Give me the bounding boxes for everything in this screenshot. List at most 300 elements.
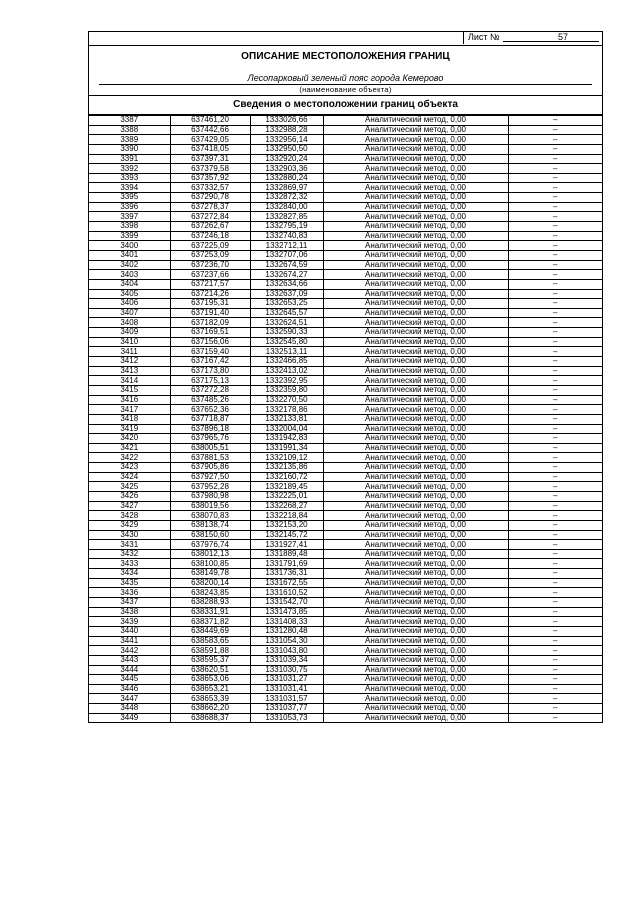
method-cell: Аналитический метод, 0,00 <box>323 279 508 289</box>
point-number-cell: 3423 <box>89 463 170 473</box>
x-coordinate-cell: 637927,50 <box>170 472 250 482</box>
y-coordinate-cell: 1332359,80 <box>250 385 323 395</box>
y-coordinate-cell: 1332135,86 <box>250 463 323 473</box>
table-row <box>89 202 602 212</box>
description-cell: – <box>508 308 602 318</box>
description-cell: – <box>508 241 602 251</box>
x-coordinate-cell: 637278,37 <box>170 202 250 212</box>
table-row <box>89 222 602 232</box>
description-cell: – <box>508 511 602 521</box>
table-row <box>89 337 602 347</box>
x-coordinate-cell: 638653,21 <box>170 684 250 694</box>
point-number-cell: 3446 <box>89 684 170 694</box>
y-coordinate-cell: 1332218,84 <box>250 511 323 521</box>
x-coordinate-cell: 637379,58 <box>170 164 250 174</box>
description-cell: – <box>508 491 602 501</box>
point-number-cell: 3389 <box>89 135 170 145</box>
method-cell: Аналитический метод, 0,00 <box>323 260 508 270</box>
method-cell: Аналитический метод, 0,00 <box>323 357 508 367</box>
method-cell: Аналитический метод, 0,00 <box>323 250 508 260</box>
description-cell: – <box>508 405 602 415</box>
point-number-cell: 3387 <box>89 116 170 126</box>
description-cell: – <box>508 289 602 299</box>
point-number-cell: 3442 <box>89 646 170 656</box>
table-row <box>89 684 602 694</box>
table-row <box>89 125 602 135</box>
x-coordinate-cell: 637652,36 <box>170 405 250 415</box>
y-coordinate-cell: 1332109,12 <box>250 453 323 463</box>
x-coordinate-cell: 638005,51 <box>170 443 250 453</box>
x-coordinate-cell: 638620,51 <box>170 665 250 675</box>
point-number-cell: 3408 <box>89 318 170 328</box>
table-row <box>89 675 602 685</box>
document-header <box>89 46 602 96</box>
description-cell: – <box>508 212 602 222</box>
point-number-cell: 3391 <box>89 154 170 164</box>
y-coordinate-cell: 1331280,48 <box>250 626 323 636</box>
table-row <box>89 530 602 540</box>
method-cell: Аналитический метод, 0,00 <box>323 231 508 241</box>
description-cell: – <box>508 443 602 453</box>
point-number-cell: 3436 <box>89 588 170 598</box>
y-coordinate-cell: 1332637,09 <box>250 289 323 299</box>
x-coordinate-cell: 637169,51 <box>170 328 250 338</box>
method-cell: Аналитический метод, 0,00 <box>323 202 508 212</box>
y-coordinate-cell: 1331889,48 <box>250 549 323 559</box>
y-coordinate-cell: 1331053,73 <box>250 713 323 723</box>
x-coordinate-cell: 638138,74 <box>170 520 250 530</box>
method-cell: Аналитический метод, 0,00 <box>323 655 508 665</box>
x-coordinate-cell: 638331,91 <box>170 607 250 617</box>
method-cell: Аналитический метод, 0,00 <box>323 212 508 222</box>
description-cell: – <box>508 540 602 550</box>
table-row <box>89 366 602 376</box>
table-row <box>89 588 602 598</box>
method-cell: Аналитический метод, 0,00 <box>323 704 508 714</box>
point-number-cell: 3426 <box>89 491 170 501</box>
description-cell: – <box>508 626 602 636</box>
description-cell: – <box>508 222 602 232</box>
table-row <box>89 144 602 154</box>
boundary-description-sheet <box>88 31 603 723</box>
table-row <box>89 443 602 453</box>
table-row <box>89 231 602 241</box>
description-cell: – <box>508 366 602 376</box>
method-cell: Аналитический метод, 0,00 <box>323 636 508 646</box>
point-number-cell: 3412 <box>89 357 170 367</box>
x-coordinate-cell: 637442,66 <box>170 125 250 135</box>
description-cell: – <box>508 559 602 569</box>
point-number-cell: 3431 <box>89 540 170 550</box>
point-number-cell: 3404 <box>89 279 170 289</box>
table-row <box>89 241 602 251</box>
y-coordinate-cell: 1331610,52 <box>250 588 323 598</box>
x-coordinate-cell: 638019,56 <box>170 501 250 511</box>
point-number-cell: 3403 <box>89 270 170 280</box>
y-coordinate-cell: 1332545,80 <box>250 337 323 347</box>
method-cell: Аналитический метод, 0,00 <box>323 491 508 501</box>
description-cell: – <box>508 472 602 482</box>
method-cell: Аналитический метод, 0,00 <box>323 270 508 280</box>
y-coordinate-cell: 1332872,32 <box>250 193 323 203</box>
table-row <box>89 376 602 386</box>
description-cell: – <box>508 530 602 540</box>
sheet-number-row <box>89 32 602 46</box>
x-coordinate-cell: 638150,60 <box>170 530 250 540</box>
x-coordinate-cell: 637236,70 <box>170 260 250 270</box>
point-number-cell: 3419 <box>89 424 170 434</box>
table-row <box>89 559 602 569</box>
x-coordinate-cell: 637156,06 <box>170 337 250 347</box>
method-cell: Аналитический метод, 0,00 <box>323 607 508 617</box>
y-coordinate-cell: 1331031,57 <box>250 694 323 704</box>
x-coordinate-cell: 638653,06 <box>170 675 250 685</box>
point-number-cell: 3413 <box>89 366 170 376</box>
point-number-cell: 3424 <box>89 472 170 482</box>
y-coordinate-cell: 1332413,02 <box>250 366 323 376</box>
x-coordinate-cell: 637485,26 <box>170 395 250 405</box>
description-cell: – <box>508 684 602 694</box>
description-cell: – <box>508 144 602 154</box>
description-cell: – <box>508 231 602 241</box>
point-number-cell: 3393 <box>89 173 170 183</box>
description-cell: – <box>508 270 602 280</box>
description-cell: – <box>508 549 602 559</box>
table-row <box>89 569 602 579</box>
y-coordinate-cell: 1332988,28 <box>250 125 323 135</box>
table-row <box>89 212 602 222</box>
method-cell: Аналитический метод, 0,00 <box>323 694 508 704</box>
y-coordinate-cell: 1332903,36 <box>250 164 323 174</box>
point-number-cell: 3449 <box>89 713 170 723</box>
x-coordinate-cell: 637980,98 <box>170 491 250 501</box>
table-row <box>89 694 602 704</box>
x-coordinate-cell: 637718,87 <box>170 414 250 424</box>
table-row <box>89 250 602 260</box>
table-row <box>89 646 602 656</box>
table-row <box>89 482 602 492</box>
y-coordinate-cell: 1332270,50 <box>250 395 323 405</box>
y-coordinate-cell: 1332880,24 <box>250 173 323 183</box>
method-cell: Аналитический метод, 0,00 <box>323 385 508 395</box>
table-row <box>89 607 602 617</box>
y-coordinate-cell: 1331942,83 <box>250 434 323 444</box>
x-coordinate-cell: 637253,09 <box>170 250 250 260</box>
description-cell: – <box>508 299 602 309</box>
y-coordinate-cell: 1331043,80 <box>250 646 323 656</box>
description-cell: – <box>508 434 602 444</box>
x-coordinate-cell: 637332,57 <box>170 183 250 193</box>
description-cell: – <box>508 607 602 617</box>
y-coordinate-cell: 1332225,01 <box>250 491 323 501</box>
table-row <box>89 520 602 530</box>
method-cell: Аналитический метод, 0,00 <box>323 617 508 627</box>
y-coordinate-cell: 1332950,50 <box>250 144 323 154</box>
method-cell: Аналитический метод, 0,00 <box>323 183 508 193</box>
x-coordinate-cell: 638100,85 <box>170 559 250 569</box>
x-coordinate-cell: 638012,13 <box>170 549 250 559</box>
y-coordinate-cell: 1332827,85 <box>250 212 323 222</box>
method-cell: Аналитический метод, 0,00 <box>323 173 508 183</box>
point-number-cell: 3425 <box>89 482 170 492</box>
y-coordinate-cell: 1332513,11 <box>250 347 323 357</box>
y-coordinate-cell: 1332674,27 <box>250 270 323 280</box>
description-cell: – <box>508 636 602 646</box>
y-coordinate-cell: 1332590,33 <box>250 328 323 338</box>
table-row <box>89 434 602 444</box>
x-coordinate-cell: 638595,37 <box>170 655 250 665</box>
point-number-cell: 3435 <box>89 578 170 588</box>
table-row <box>89 299 602 309</box>
description-cell: – <box>508 569 602 579</box>
table-row <box>89 636 602 646</box>
description-cell: – <box>508 617 602 627</box>
method-cell: Аналитический метод, 0,00 <box>323 569 508 579</box>
description-cell: – <box>508 164 602 174</box>
description-cell: – <box>508 260 602 270</box>
method-cell: Аналитический метод, 0,00 <box>323 520 508 530</box>
method-cell: Аналитический метод, 0,00 <box>323 540 508 550</box>
table-row <box>89 347 602 357</box>
point-number-cell: 3398 <box>89 222 170 232</box>
point-number-cell: 3430 <box>89 530 170 540</box>
method-cell: Аналитический метод, 0,00 <box>323 549 508 559</box>
x-coordinate-cell: 637217,57 <box>170 279 250 289</box>
x-coordinate-cell: 637905,86 <box>170 463 250 473</box>
method-cell: Аналитический метод, 0,00 <box>323 434 508 444</box>
table-row <box>89 260 602 270</box>
y-coordinate-cell: 1332178,86 <box>250 405 323 415</box>
y-coordinate-cell: 1331037,77 <box>250 704 323 714</box>
y-coordinate-cell: 1332956,14 <box>250 135 323 145</box>
x-coordinate-cell: 637225,09 <box>170 241 250 251</box>
point-number-cell: 3400 <box>89 241 170 251</box>
x-coordinate-cell: 638662,20 <box>170 704 250 714</box>
method-cell: Аналитический метод, 0,00 <box>323 443 508 453</box>
method-cell: Аналитический метод, 0,00 <box>323 511 508 521</box>
table-row <box>89 626 602 636</box>
point-number-cell: 3438 <box>89 607 170 617</box>
x-coordinate-cell: 638583,65 <box>170 636 250 646</box>
point-number-cell: 3444 <box>89 665 170 675</box>
x-coordinate-cell: 637167,42 <box>170 357 250 367</box>
x-coordinate-cell: 637262,67 <box>170 222 250 232</box>
x-coordinate-cell: 637175,13 <box>170 376 250 386</box>
method-cell: Аналитический метод, 0,00 <box>323 289 508 299</box>
x-coordinate-cell: 637896,18 <box>170 424 250 434</box>
method-cell: Аналитический метод, 0,00 <box>323 328 508 338</box>
description-cell: – <box>508 279 602 289</box>
point-number-cell: 3441 <box>89 636 170 646</box>
description-cell: – <box>508 414 602 424</box>
description-cell: – <box>508 482 602 492</box>
y-coordinate-cell: 1332153,20 <box>250 520 323 530</box>
sheet-number-box <box>463 31 602 44</box>
description-cell: – <box>508 250 602 260</box>
method-cell: Аналитический метод, 0,00 <box>323 347 508 357</box>
description-cell: – <box>508 713 602 723</box>
y-coordinate-cell: 1332653,25 <box>250 299 323 309</box>
description-cell: – <box>508 183 602 193</box>
point-number-cell: 3420 <box>89 434 170 444</box>
point-number-cell: 3401 <box>89 250 170 260</box>
method-cell: Аналитический метод, 0,00 <box>323 125 508 135</box>
x-coordinate-cell: 638591,88 <box>170 646 250 656</box>
method-cell: Аналитический метод, 0,00 <box>323 472 508 482</box>
description-cell: – <box>508 347 602 357</box>
point-number-cell: 3409 <box>89 328 170 338</box>
point-number-cell: 3417 <box>89 405 170 415</box>
y-coordinate-cell: 1332145,72 <box>250 530 323 540</box>
point-number-cell: 3428 <box>89 511 170 521</box>
sheet-number-value: 57 <box>558 32 569 42</box>
y-coordinate-cell: 1331736,31 <box>250 569 323 579</box>
method-cell: Аналитический метод, 0,00 <box>323 376 508 386</box>
table-row <box>89 395 602 405</box>
table-row <box>89 414 602 424</box>
table-row <box>89 193 602 203</box>
x-coordinate-cell: 637182,09 <box>170 318 250 328</box>
table-row <box>89 424 602 434</box>
method-cell: Аналитический метод, 0,00 <box>323 308 508 318</box>
point-number-cell: 3396 <box>89 202 170 212</box>
sheet-number-underline <box>503 41 599 42</box>
method-cell: Аналитический метод, 0,00 <box>323 463 508 473</box>
x-coordinate-cell: 637159,40 <box>170 347 250 357</box>
description-cell: – <box>508 328 602 338</box>
method-cell: Аналитический метод, 0,00 <box>323 241 508 251</box>
point-number-cell: 3443 <box>89 655 170 665</box>
point-number-cell: 3418 <box>89 414 170 424</box>
method-cell: Аналитический метод, 0,00 <box>323 135 508 145</box>
table-row <box>89 704 602 714</box>
method-cell: Аналитический метод, 0,00 <box>323 164 508 174</box>
description-cell: – <box>508 501 602 511</box>
x-coordinate-cell: 637965,76 <box>170 434 250 444</box>
method-cell: Аналитический метод, 0,00 <box>323 395 508 405</box>
y-coordinate-cell: 1332466,85 <box>250 357 323 367</box>
x-coordinate-cell: 638070,83 <box>170 511 250 521</box>
x-coordinate-cell: 637195,31 <box>170 299 250 309</box>
table-row <box>89 540 602 550</box>
table-row <box>89 665 602 675</box>
method-cell: Аналитический метод, 0,00 <box>323 144 508 154</box>
x-coordinate-cell: 638149,78 <box>170 569 250 579</box>
method-cell: Аналитический метод, 0,00 <box>323 318 508 328</box>
description-cell: – <box>508 135 602 145</box>
description-cell: – <box>508 125 602 135</box>
table-row <box>89 578 602 588</box>
x-coordinate-cell: 637976,74 <box>170 540 250 550</box>
method-cell: Аналитический метод, 0,00 <box>323 337 508 347</box>
method-cell: Аналитический метод, 0,00 <box>323 598 508 608</box>
point-number-cell: 3427 <box>89 501 170 511</box>
y-coordinate-cell: 1331791,69 <box>250 559 323 569</box>
method-cell: Аналитический метод, 0,00 <box>323 530 508 540</box>
point-number-cell: 3437 <box>89 598 170 608</box>
method-cell: Аналитический метод, 0,00 <box>323 684 508 694</box>
description-cell: – <box>508 337 602 347</box>
x-coordinate-cell: 638449,69 <box>170 626 250 636</box>
table-row <box>89 405 602 415</box>
object-name-caption: (наименование объекта) <box>299 85 392 94</box>
point-number-cell: 3414 <box>89 376 170 386</box>
point-number-cell: 3422 <box>89 453 170 463</box>
table-row <box>89 135 602 145</box>
point-number-cell: 3395 <box>89 193 170 203</box>
point-number-cell: 3440 <box>89 626 170 636</box>
x-coordinate-cell: 637237,66 <box>170 270 250 280</box>
point-number-cell: 3410 <box>89 337 170 347</box>
description-cell: – <box>508 463 602 473</box>
y-coordinate-cell: 1332634,66 <box>250 279 323 289</box>
table-row <box>89 655 602 665</box>
point-number-cell: 3416 <box>89 395 170 405</box>
y-coordinate-cell: 1331473,85 <box>250 607 323 617</box>
y-coordinate-cell: 1331991,34 <box>250 443 323 453</box>
point-number-cell: 3445 <box>89 675 170 685</box>
table-row <box>89 385 602 395</box>
x-coordinate-cell: 638200,14 <box>170 578 250 588</box>
method-cell: Аналитический метод, 0,00 <box>323 501 508 511</box>
description-cell: – <box>508 193 602 203</box>
method-cell: Аналитический метод, 0,00 <box>323 646 508 656</box>
table-row <box>89 463 602 473</box>
x-coordinate-cell: 637272,84 <box>170 212 250 222</box>
y-coordinate-cell: 1332869,97 <box>250 183 323 193</box>
y-coordinate-cell: 1331039,34 <box>250 655 323 665</box>
y-coordinate-cell: 1332712,11 <box>250 241 323 251</box>
table-row <box>89 270 602 280</box>
x-coordinate-cell: 638243,85 <box>170 588 250 598</box>
description-cell: – <box>508 520 602 530</box>
x-coordinate-cell: 638288,93 <box>170 598 250 608</box>
description-cell: – <box>508 694 602 704</box>
y-coordinate-cell: 1331927,41 <box>250 540 323 550</box>
description-cell: – <box>508 704 602 714</box>
point-number-cell: 3406 <box>89 299 170 309</box>
description-cell: – <box>508 385 602 395</box>
y-coordinate-cell: 1331031,41 <box>250 684 323 694</box>
description-cell: – <box>508 665 602 675</box>
point-number-cell: 3397 <box>89 212 170 222</box>
y-coordinate-cell: 1331031,27 <box>250 675 323 685</box>
table-row <box>89 501 602 511</box>
document-title: ОПИСАНИЕ МЕСТОПОЛОЖЕНИЯ ГРАНИЦ <box>241 51 450 62</box>
y-coordinate-cell: 1332707,06 <box>250 250 323 260</box>
table-row <box>89 318 602 328</box>
description-cell: – <box>508 376 602 386</box>
y-coordinate-cell: 1332004,04 <box>250 424 323 434</box>
description-cell: – <box>508 655 602 665</box>
method-cell: Аналитический метод, 0,00 <box>323 578 508 588</box>
sheet-number-label: Лист № <box>468 32 500 42</box>
point-number-cell: 3390 <box>89 144 170 154</box>
y-coordinate-cell: 1332133,81 <box>250 414 323 424</box>
description-cell: – <box>508 424 602 434</box>
y-coordinate-cell: 1332392,95 <box>250 376 323 386</box>
point-number-cell: 3415 <box>89 385 170 395</box>
y-coordinate-cell: 1332840,00 <box>250 202 323 212</box>
method-cell: Аналитический метод, 0,00 <box>323 414 508 424</box>
x-coordinate-cell: 637952,28 <box>170 482 250 492</box>
table-row <box>89 154 602 164</box>
point-number-cell: 3429 <box>89 520 170 530</box>
y-coordinate-cell: 1331054,30 <box>250 636 323 646</box>
y-coordinate-cell: 1332795,19 <box>250 222 323 232</box>
y-coordinate-cell: 1333026,66 <box>250 116 323 126</box>
method-cell: Аналитический метод, 0,00 <box>323 299 508 309</box>
